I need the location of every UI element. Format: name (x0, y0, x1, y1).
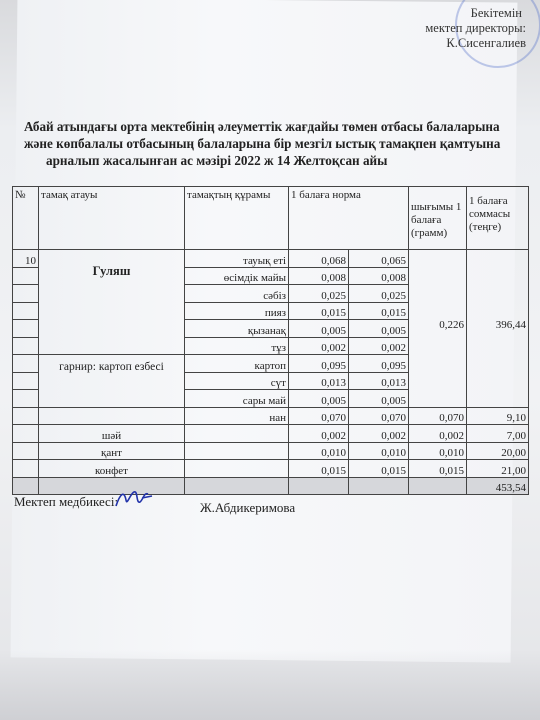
table-row (13, 460, 529, 478)
empty-cell (289, 477, 349, 495)
empty-cell (185, 477, 289, 495)
empty-cell (13, 390, 39, 408)
norm-value: 0,002 (289, 425, 349, 443)
nurse-label: Мектеп медбикесі: (14, 494, 119, 509)
ingredient-name: сәбіз (185, 285, 289, 303)
table-row (13, 442, 529, 460)
ingredient-name: тұз (185, 337, 289, 355)
cost-value: 21,00 (467, 460, 529, 478)
empty-cell (349, 477, 409, 495)
main-cost: 396,44 (467, 250, 529, 408)
approval-line-2: мектеп директоры: (425, 21, 526, 35)
empty-cell (13, 477, 39, 495)
empty-cell (13, 425, 39, 443)
garnish-name: гарнир: картоп езбесі (39, 355, 185, 408)
norm-value: 0,070 (349, 407, 409, 425)
ingredient-name: картоп (185, 355, 289, 373)
norm-value: 0,015 (289, 302, 349, 320)
norm-value: 0,095 (289, 355, 349, 373)
ingredient-name: пияз (185, 302, 289, 320)
table-row (13, 407, 529, 425)
table-row (13, 425, 529, 443)
norm-value: 0,095 (349, 355, 409, 373)
extra-name: шәй (39, 425, 185, 443)
norm-value: 0,013 (349, 372, 409, 390)
empty-cell (13, 267, 39, 285)
ingredient-name: тауық еті (185, 250, 289, 268)
norm-value: 0,025 (289, 285, 349, 303)
signature (112, 486, 156, 512)
header-no: № (13, 187, 39, 250)
approval-line-3: К.Сисенгалиев (446, 36, 526, 50)
bread-name: нан (185, 407, 289, 425)
cost-value: 7,00 (467, 425, 529, 443)
document-title (24, 118, 514, 169)
ingredient-name: өсімдік майы (185, 267, 289, 285)
norm-value: 0,002 (349, 337, 409, 355)
cost-value: 20,00 (467, 442, 529, 460)
norm-value: 0,005 (289, 320, 349, 338)
norm-value: 0,002 (349, 425, 409, 443)
output-value: 0,070 (409, 407, 467, 425)
ingredient-name: сары май (185, 390, 289, 408)
header-ingredients: тамақтың құрамы (185, 187, 289, 250)
table-header-row (13, 187, 529, 250)
norm-value: 0,065 (349, 250, 409, 268)
norm-value: 0,013 (289, 372, 349, 390)
norm-value: 0,005 (349, 320, 409, 338)
title-line-1: Абай атындағы орта мектебінің әлеуметтік жағдайы төмен отбасы балаларына (24, 119, 500, 134)
norm-value: 0,025 (349, 285, 409, 303)
nurse-name: Ж.Абдикеримова (200, 500, 296, 515)
norm-value: 0,068 (289, 250, 349, 268)
ingredient-name: қызанақ (185, 320, 289, 338)
output-value: 0,002 (409, 425, 467, 443)
empty-cell (13, 320, 39, 338)
title-line-2: және көпбалалы отбасының балаларына бір мезгіл ыстық тамақпен қамтуына (24, 136, 501, 151)
approval-block (425, 6, 526, 51)
norm-value: 0,015 (289, 460, 349, 478)
header-cost: 1 балаға соммасы (теңге) (467, 187, 529, 250)
header-dish: тамақ атауы (39, 187, 185, 250)
empty-cell (409, 477, 467, 495)
empty-cell (185, 442, 289, 460)
empty-cell (13, 285, 39, 303)
extra-name: конфет (39, 460, 185, 478)
empty-cell (13, 337, 39, 355)
empty-cell (39, 407, 185, 425)
empty-cell (13, 355, 39, 373)
norm-value: 0,008 (349, 267, 409, 285)
empty-cell (13, 407, 39, 425)
header-norm: 1 балаға норма (289, 187, 409, 250)
total-row (13, 477, 529, 495)
norm-value: 0,005 (289, 390, 349, 408)
main-output: 0,226 (409, 250, 467, 408)
total-value: 453,54 (467, 477, 529, 495)
desk-shadow (0, 650, 540, 720)
empty-cell (185, 460, 289, 478)
norm-value: 0,015 (349, 302, 409, 320)
empty-cell (13, 372, 39, 390)
norm-value: 0,008 (289, 267, 349, 285)
empty-cell (185, 425, 289, 443)
table-row (13, 250, 529, 268)
norm-value: 0,010 (349, 442, 409, 460)
menu-table (12, 186, 529, 495)
norm-value: 0,005 (349, 390, 409, 408)
ingredient-name: сүт (185, 372, 289, 390)
output-value: 0,015 (409, 460, 467, 478)
title-line-3: арналып жасалынған ас мәзірі 2022 ж 14 Желтоқсан айы (46, 153, 388, 168)
empty-cell (13, 302, 39, 320)
approval-line-1: Бекітемін (470, 6, 522, 20)
header-output: шығымы 1 балаға (грамм) (409, 187, 467, 250)
norm-value: 0,010 (289, 442, 349, 460)
empty-cell (13, 442, 39, 460)
empty-cell (13, 460, 39, 478)
norm-value: 0,015 (349, 460, 409, 478)
dish-name: Гуляш (39, 250, 185, 355)
row-number: 10 (13, 250, 39, 268)
extra-name: қант (39, 442, 185, 460)
norm-value: 0,002 (289, 337, 349, 355)
cost-value: 9,10 (467, 407, 529, 425)
output-value: 0,010 (409, 442, 467, 460)
norm-value: 0,070 (289, 407, 349, 425)
